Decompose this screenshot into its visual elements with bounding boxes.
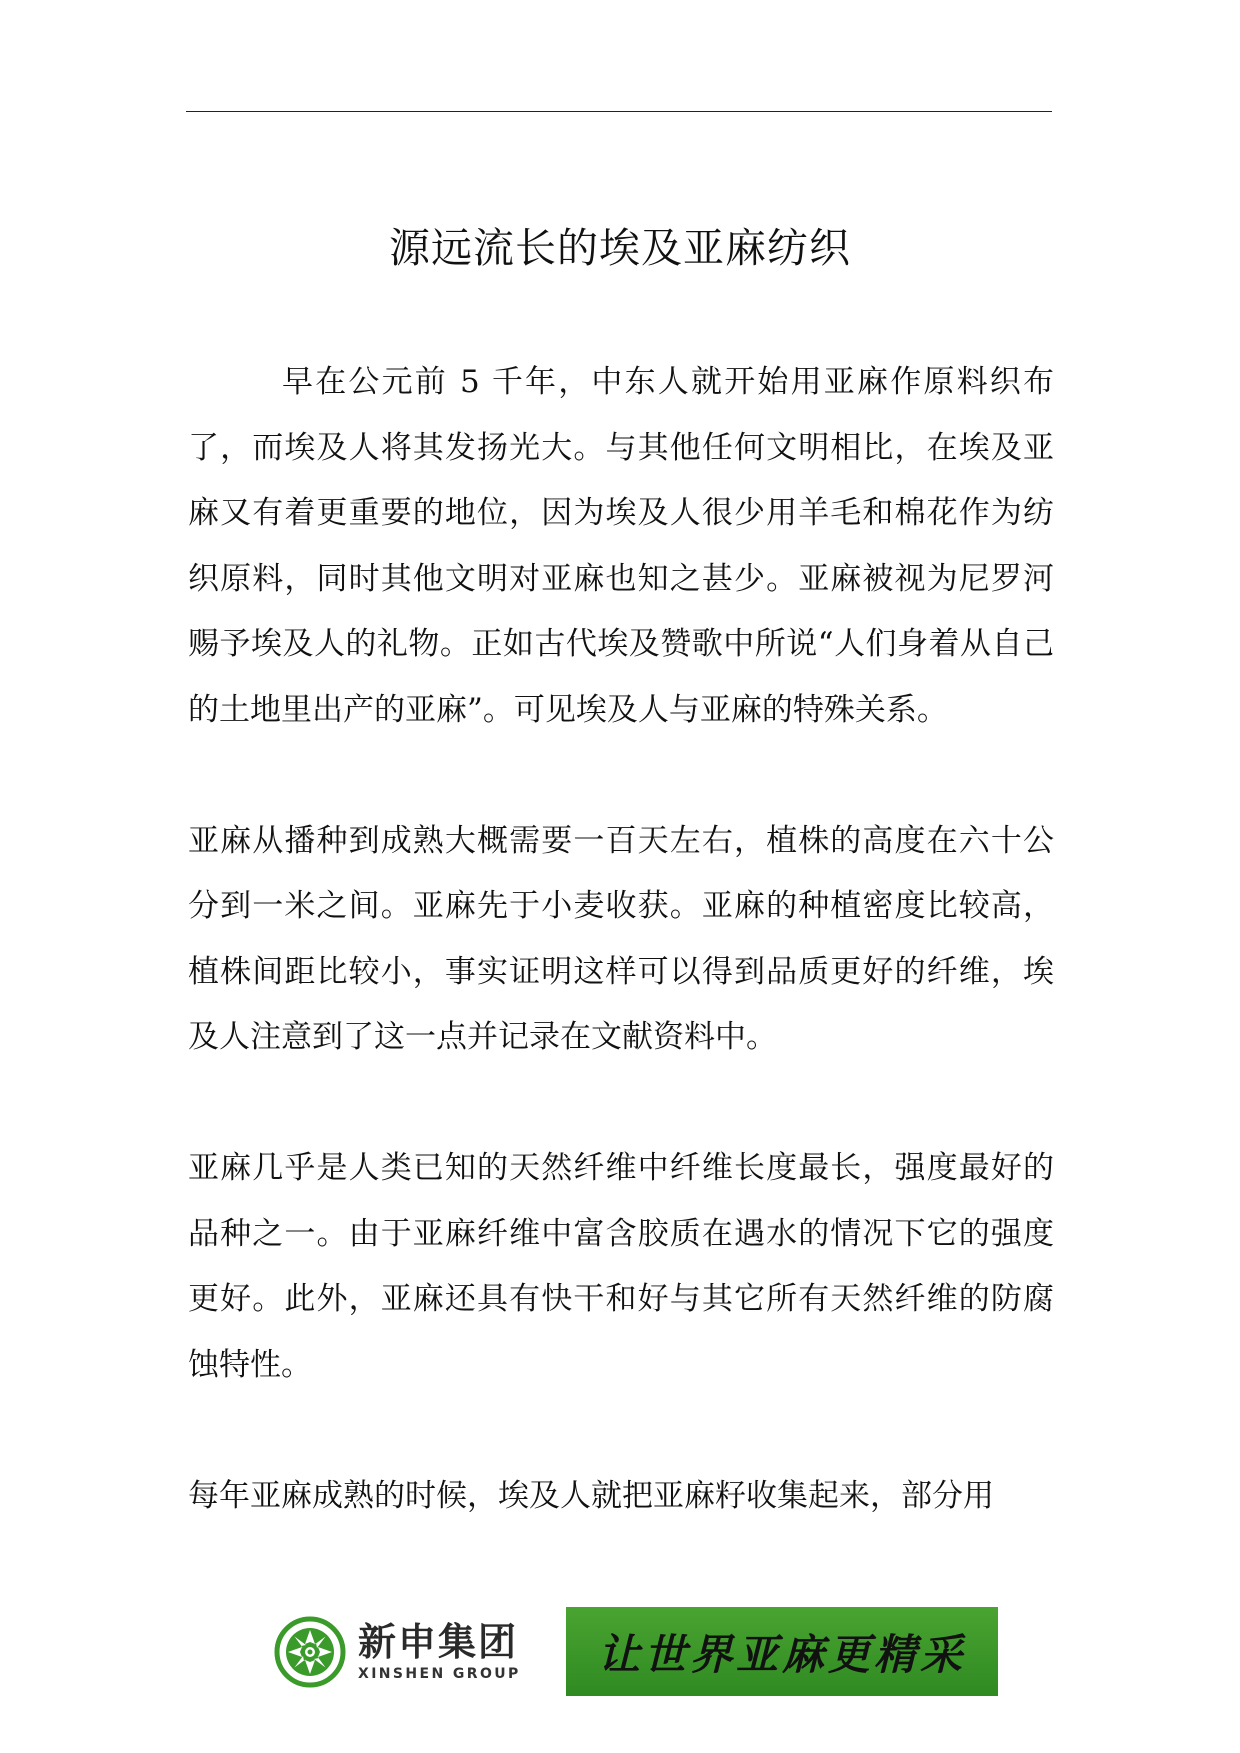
xinshen-logo-icon xyxy=(274,1616,346,1688)
document-body xyxy=(188,350,1054,1529)
brand-text xyxy=(358,1620,521,1684)
paragraph-1: 早在公元前 5 千年，中东人就开始用亚麻作原料织布了，而埃及人将其发扬光大。与其他任何文明相比，在埃及亚麻又有着更重要的地位，因为埃及人很少用羊毛和棉花作为纺织原料，同时其他文明对亚麻也知之甚少。亚麻被视为尼罗河赐予埃及人的礼物。正如古代埃及赞歌中所说“人们身着从自己的土地里出产的亚麻”。可见埃及人与亚麻的特殊关系。 xyxy=(188,364,1054,728)
paragraph-2: 亚麻从播种到成熟大概需要一百天左右，植株的高度在六十公分到一米之间。亚麻先于小麦收获。亚麻的种植密度比较高，植株间距比较小，事实证明这样可以得到品质更好的纤维，埃及人注意到了这一点并记录在文献资料中。 xyxy=(188,822,1054,1055)
document-title: 源远流长的埃及亚麻纺织 xyxy=(389,224,851,272)
footer-banner xyxy=(266,1607,998,1696)
paragraph-4: 每年亚麻成熟的时候，埃及人就把亚麻籽收集起来，部分用 xyxy=(188,1477,994,1514)
slogan-banner xyxy=(566,1607,998,1696)
brand-name-cn: 新申集团 xyxy=(358,1619,519,1664)
slogan-text: 让世界亚麻更精采 xyxy=(597,1629,966,1679)
paragraph-3: 亚麻几乎是人类已知的天然纤维中纤维长度最长，强度最好的品种之一。由于亚麻纤维中富含胶质在遇水的情况下它的强度更好。此外，亚麻还具有快干和好与其它所有天然纤维的防腐蚀特性。 xyxy=(188,1150,1054,1383)
header-rule xyxy=(186,111,1052,112)
brand-block xyxy=(266,1607,558,1696)
brand-name-en: XINSHEN GROUP xyxy=(358,1665,521,1682)
